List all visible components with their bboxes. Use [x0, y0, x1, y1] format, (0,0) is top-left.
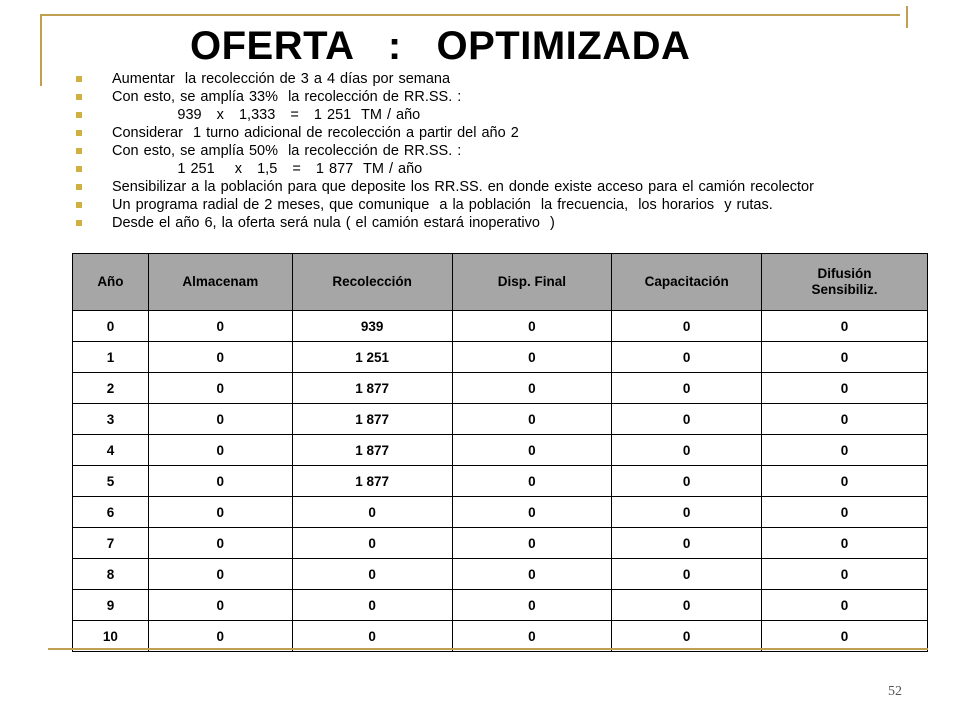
bullet-item — [72, 214, 872, 232]
square-bullet-icon — [76, 112, 82, 118]
table-cell: 0 — [452, 404, 612, 435]
table-cell: 1 — [73, 342, 149, 373]
table-row — [73, 373, 928, 404]
table-cell: 0 — [762, 311, 928, 342]
table-cell: 0 — [452, 497, 612, 528]
table-cell: 0 — [148, 435, 292, 466]
table-cell: 0 — [148, 311, 292, 342]
table-cell: 0 — [148, 559, 292, 590]
table-row — [73, 466, 928, 497]
corner-tick — [906, 6, 908, 28]
table-cell: 0 — [612, 497, 762, 528]
table-row — [73, 590, 928, 621]
table-row — [73, 435, 928, 466]
square-bullet-icon — [76, 76, 82, 82]
bullet-text: Con esto, se amplía 33% la recolección de RR.SS. : — [112, 89, 462, 105]
table-cell: 0 — [148, 466, 292, 497]
table-cell: 0 — [148, 373, 292, 404]
bullet-item — [72, 196, 872, 214]
table-cell: 1 877 — [292, 404, 452, 435]
bullet-text: Con esto, se amplía 50% la recolección de RR.SS. : — [112, 143, 462, 159]
table-cell: 4 — [73, 435, 149, 466]
table-cell: 0 — [762, 373, 928, 404]
header-cell — [762, 254, 928, 311]
bullet-list — [72, 70, 872, 232]
bullet-text: Aumentar la recolección de 3 a 4 días por semana — [112, 71, 451, 87]
bullet-text: Sensibilizar a la población para que deposite los RR.SS. en donde existe acceso para el camión recolector — [112, 179, 814, 195]
table-cell: 0 — [452, 528, 612, 559]
table-cell: 0 — [762, 466, 928, 497]
square-bullet-icon — [76, 94, 82, 100]
table-cell: 0 — [762, 497, 928, 528]
left-rule — [40, 14, 42, 86]
table-cell: 0 — [148, 404, 292, 435]
table-cell: 0 — [612, 435, 762, 466]
table-cell: 0 — [452, 590, 612, 621]
page-number: 52 — [888, 684, 902, 699]
table-cell: 0 — [612, 590, 762, 621]
table-row — [73, 311, 928, 342]
table-cell: 9 — [73, 590, 149, 621]
table-row — [73, 528, 928, 559]
bullet-item — [72, 160, 872, 178]
table-cell: 0 — [762, 559, 928, 590]
table-cell: 0 — [292, 497, 452, 528]
table-cell: 0 — [762, 528, 928, 559]
bullet-item — [72, 124, 872, 142]
table-cell: 0 — [292, 590, 452, 621]
table-cell: 3 — [73, 404, 149, 435]
table-cell: 1 877 — [292, 435, 452, 466]
table-cell: 0 — [73, 311, 149, 342]
table-cell: 939 — [292, 311, 452, 342]
square-bullet-icon — [76, 166, 82, 172]
bottom-rule — [48, 648, 928, 650]
table-cell: 8 — [73, 559, 149, 590]
table-cell: 5 — [73, 466, 149, 497]
table-cell: 0 — [148, 497, 292, 528]
table-row — [73, 497, 928, 528]
header-cell-text: Difusión Sensibiliz. — [811, 266, 878, 297]
header-cell: Capacitación — [612, 254, 762, 311]
table-cell: 0 — [452, 373, 612, 404]
header-cell: Disp. Final — [452, 254, 612, 311]
top-rule — [40, 14, 900, 16]
table-cell: 0 — [148, 528, 292, 559]
table-cell: 1 251 — [292, 342, 452, 373]
table-header-row — [73, 254, 928, 311]
table-cell: 0 — [762, 342, 928, 373]
bullet-item — [72, 88, 872, 106]
table-cell: 0 — [148, 342, 292, 373]
table-cell: 1 877 — [292, 373, 452, 404]
table-cell: 0 — [612, 311, 762, 342]
table-cell: 0 — [612, 559, 762, 590]
table-cell: 0 — [612, 373, 762, 404]
table-cell: 0 — [762, 590, 928, 621]
bullet-item — [72, 70, 872, 88]
square-bullet-icon — [76, 202, 82, 208]
table-cell: 0 — [292, 559, 452, 590]
table-cell: 10 — [73, 621, 149, 652]
offer-table — [72, 253, 928, 652]
table-cell: 0 — [452, 435, 612, 466]
bullet-text: Desde el año 6, la oferta será nula ( el camión estará inoperativo ) — [112, 215, 555, 231]
bullet-item — [72, 142, 872, 160]
square-bullet-icon — [76, 130, 82, 136]
bullet-text: Un programa radial de 2 meses, que comunique a la población la frecuencia, los horarios y rutas. — [112, 197, 773, 213]
table-cell: 0 — [612, 342, 762, 373]
table-cell: 0 — [612, 404, 762, 435]
table-cell: 0 — [762, 404, 928, 435]
bullet-item — [72, 178, 872, 196]
table-cell: 1 877 — [292, 466, 452, 497]
square-bullet-icon — [76, 148, 82, 154]
table-cell: 7 — [73, 528, 149, 559]
bullet-text: 939 x 1,333 = 1 251 TM / año — [112, 107, 421, 123]
slide-title: OFERTA : OPTIMIZADA — [190, 24, 691, 68]
table-cell: 0 — [762, 435, 928, 466]
table-row — [73, 342, 928, 373]
header-cell: Recolección — [292, 254, 452, 311]
table-cell: 0 — [762, 621, 928, 652]
bullet-text: Considerar 1 turno adicional de recolección a partir del año 2 — [112, 125, 519, 141]
table-cell: 0 — [612, 528, 762, 559]
table-cell: 0 — [452, 311, 612, 342]
table-cell: 0 — [452, 621, 612, 652]
table-cell: 0 — [292, 621, 452, 652]
table-row — [73, 621, 928, 652]
table-row — [73, 559, 928, 590]
table-cell: 0 — [612, 466, 762, 497]
table-cell: 6 — [73, 497, 149, 528]
bullet-text: 1 251 x 1,5 = 1 877 TM / año — [112, 161, 423, 177]
header-cell: Almacenam — [148, 254, 292, 311]
square-bullet-icon — [76, 184, 82, 190]
table-cell: 0 — [452, 466, 612, 497]
table-cell: 0 — [452, 559, 612, 590]
table-cell: 0 — [452, 342, 612, 373]
table-cell: 2 — [73, 373, 149, 404]
table-body — [73, 311, 928, 652]
header-cell: Año — [73, 254, 149, 311]
table-cell: 0 — [148, 621, 292, 652]
table-row — [73, 404, 928, 435]
table-cell: 0 — [292, 528, 452, 559]
bullet-item — [72, 106, 872, 124]
square-bullet-icon — [76, 220, 82, 226]
table-cell: 0 — [148, 590, 292, 621]
table-cell: 0 — [612, 621, 762, 652]
